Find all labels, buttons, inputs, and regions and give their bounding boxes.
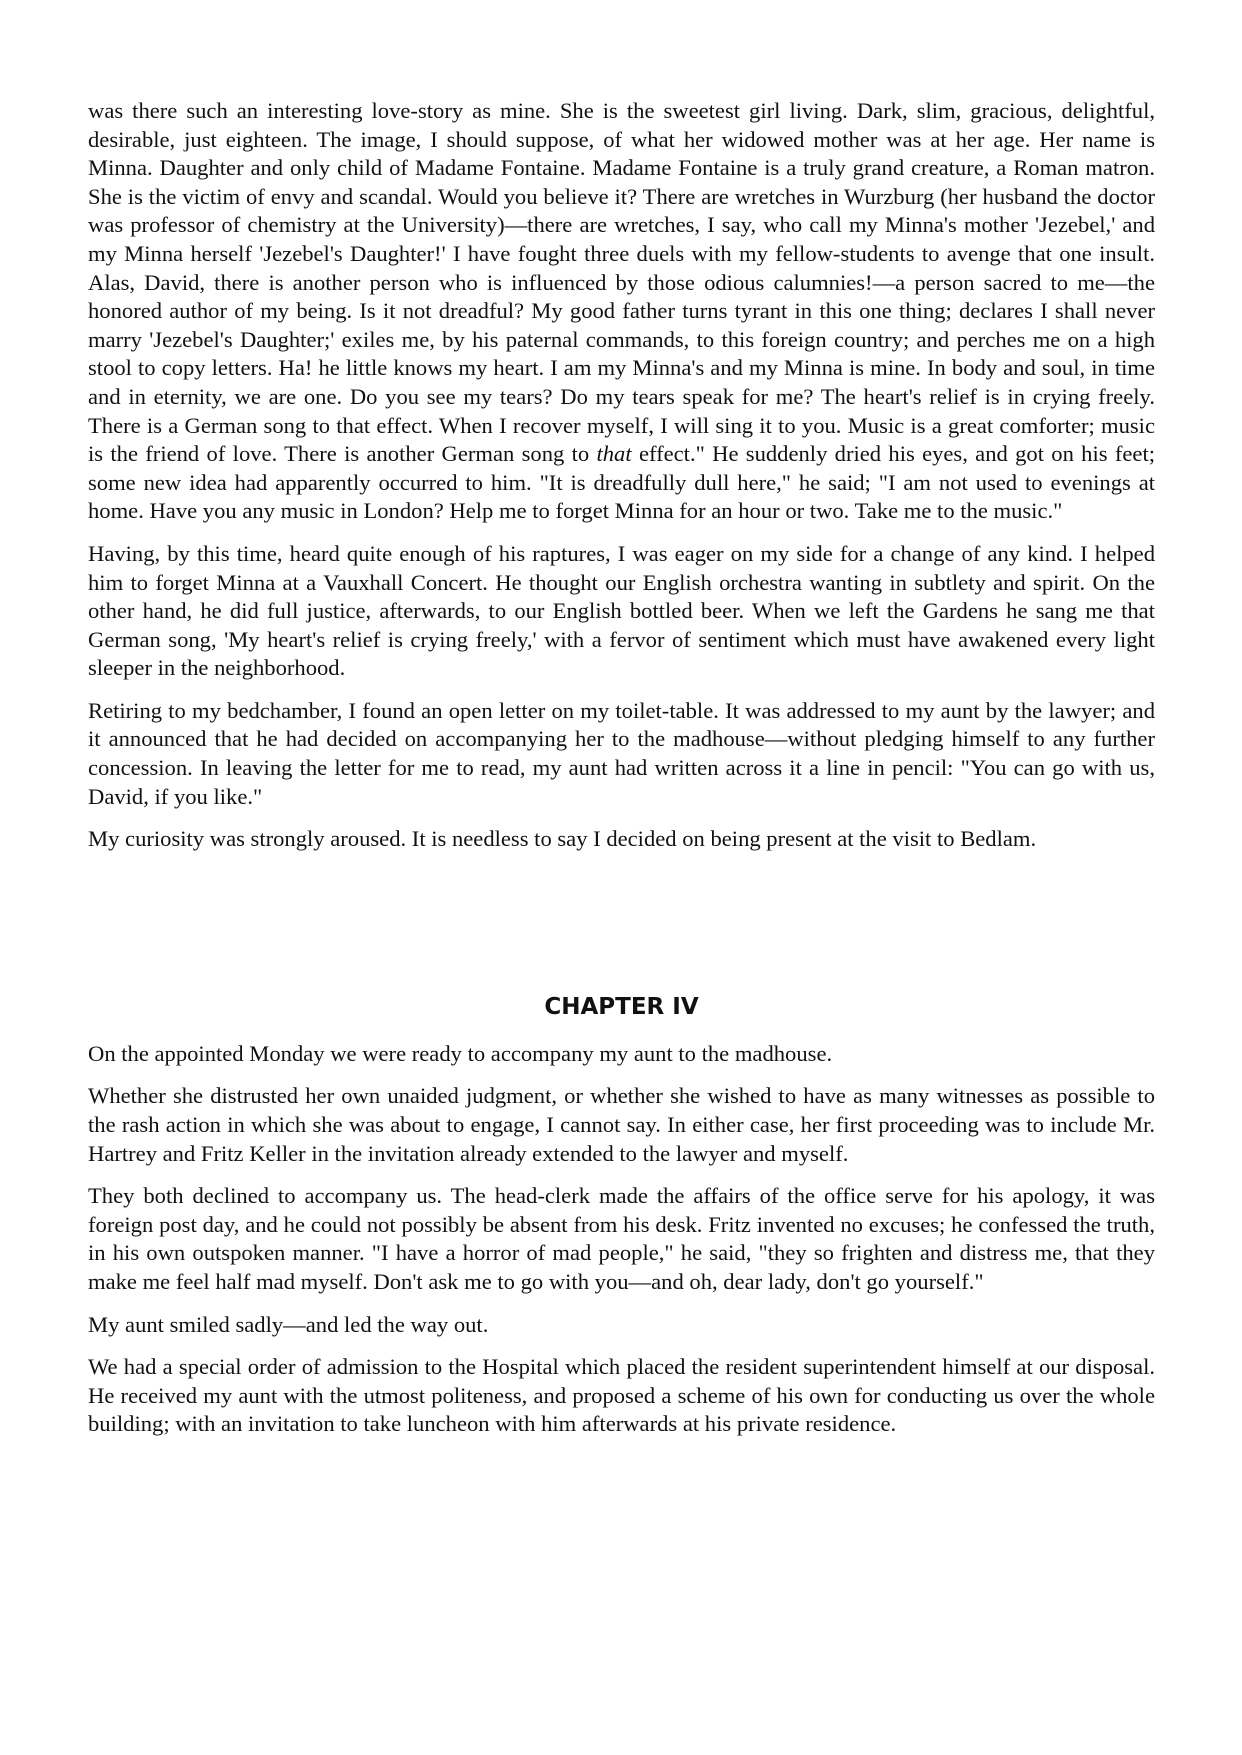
chapter-title: CHAPTER IV [544,993,699,1020]
paragraph-text-part: effect." He suddenly dried his eyes, and got on his feet; some new idea had apparently occurred to him. "It is dreadfully dull here," he said; "I am not used to evenings at home. Have you any music in London? Help me to forget Minna for an hour or two. Take me to the music." [88,441,1155,524]
paragraph-text-part: was there such an interesting love-story as mine. She is the sweetest girl living. Dark, slim, gracious, delightful, desirable, just eighteen. The image, I should suppose, of what her widowed mother was at her age. Her name is Minna. Daughter and only child of Madame Fontaine. Madame Fontaine is a truly grand creature, a Roman matron. She is the victim of envy and scandal. Would you believe it? There are wretches in Wurzburg (her husband the doctor was professor of chemistry at the University)—there are wretches, I say, who call my Minna's mother 'Jezebel,' and my Minna herself 'Jezebel's Daughter!' I have fought three duels with my fellow-students to avenge that one insult. Alas, David, there is another person who is influenced by those odious calumnies!—a person sacred to me—the honored author of my being. Is it not dreadful? My good father turns tyrant in this one thing; declares I shall never marry 'Jezebel's Daughter;' exiles me, by his paternal commands, to this foreign country; and perches me on a high stool to copy letters. Ha! he little knows my heart. I am my Minna's and my Minna is mine. In body and soul, in time and in eternity, we are one. Do you see my tears? Do my tears speak for me? The heart's relief is in crying freely. There is a German song to that effect. When I recover myself, I will sing it to you. Music is a great comforter; music is the friend of love. There is another German song to [88,98,1155,467]
paragraph-curiosity: My curiosity was strongly aroused. It is needless to say I decided on being present at the visit to Bedlam. [88,826,1037,852]
paragraph-declined: They both declined to accompany us. The head-clerk made the affairs of the office serve for his apology, it was foreign post day, and he could not possibly be absent from his desk. Fritz invented no excuses; he confessed the truth, in his own outspoken manner. "I have a horror of mad people," he said, "they so frighten and distress me, that they make me feel half mad myself. Don't ask me to go with you—and oh, dear lady, don't go yourself." [88,1183,1155,1294]
chapter-break-spacer [88,868,1155,992]
paragraph-aunt-smiled: My aunt smiled sadly—and led the way out. [88,1311,489,1337]
paragraph-vauxhall-concert: Having, by this time, heard quite enough of his raptures, I was eager on my side for a change of any kind. I helped him to forget Minna at a Vauxhall Concert. He thought our English orchestra wanting in subtlety and spirit. On the other hand, he did full justice, afterwards, to our English bottled beer. When we left the Gardens he sang me that German song, 'My heart's relief is crying freely,' with a fervor of sentiment which must have awakened every light sleeper in the neighborhood. [88,540,1155,681]
paragraph-aunt-judgment: Whether she distrusted her own unaided judgment, or whether she wished to have as many witnesses as possible to the rash action in which she was about to engage, I cannot say. In either case, her first proceeding was to include Mr. Hartrey and Fritz Keller in the invitation already extended to the lawyer and myself. [88,1083,1155,1166]
paragraph-appointed-monday: On the appointed Monday we were ready to accompany my aunt to the madhouse. [88,1040,833,1066]
emphasized-word: that [596,441,632,467]
document-page [88,97,1155,1453]
paragraph-fritz-confession [88,97,1155,526]
paragraph-open-letter: Retiring to my bedchamber, I found an open letter on my toilet-table. It was addressed to my aunt by the lawyer; and it announced that he had decided on accompanying her to the madhouse—without pledging himself to any further concession. In leaving the letter for me to read, my aunt had written across it a line in pencil: "You can go with us, David, if you like." [88,697,1155,809]
paragraph-special-order: We had a special order of admission to the Hospital which placed the resident superintendent himself at our disposal. He received my aunt with the utmost politeness, and proposed a scheme of his own for conducting us over the whole building; with an invitation to take luncheon with him afterwards at his private residence. [88,1354,1155,1437]
